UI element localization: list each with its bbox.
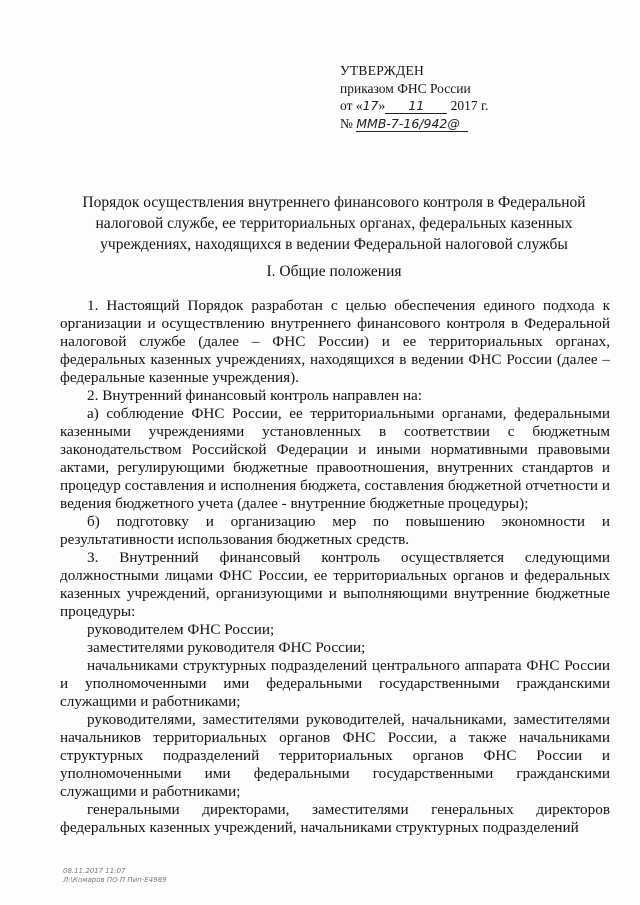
section-heading: I. Общие положения (266, 263, 402, 280)
print-footer (63, 867, 167, 885)
number-field (356, 117, 468, 132)
date-year: 2017 г. (450, 98, 489, 113)
paragraph-2: 2. Внутренний финансовый контроль направлен на: (87, 387, 422, 404)
footer-path: Л:\Комаров ПО П Пип-Е4989 (63, 876, 167, 884)
date-month-handwritten: 11 (408, 98, 425, 113)
document-title: Порядок осуществления внутреннего финансового контроля в Федеральной налоговой службе, ее территориальных органах, федеральных казенных учреждениях, находящихся в ведении Федеральной налоговой службы (82, 194, 586, 253)
list-item-territorial-heads: руководителями, заместителями руководителей, начальниками, заместителями начальников территориальных органов ФНС России, а также начальниками структурных подразделений территориальных органов ФНС России и уполномоченными ими федеральными государственными гражданскими служащими и работниками; (60, 711, 610, 800)
number-handwritten: ММВ-7-16/942@ (356, 115, 460, 131)
paragraph-3: 3. Внутренний финансовый контроль осуществляется следующими должностными лицами ФНС России, ее территориальных органов и федеральных казенных учреждений, организующими и выполняющими внутренние бюджетные процедуры: (60, 549, 610, 620)
paragraph-2a: а) соблюдение ФНС России, ее территориальными органами, федеральными казенными учреждениями установленных в соответствии с бюджетным законодательством Российской Федерации и иными нормативными правовыми актами, регулирующими бюджетные правоотношения, внутренних стандартов и процедур составления и исполнения бюджета, составления бюджетной отчетности и ведения бюджетного учета (далее - внутренние бюджетные процедуры); (60, 405, 610, 512)
approval-number-line (340, 115, 540, 133)
approval-date-line (340, 97, 540, 115)
list-item-deputies: заместителями руководителя ФНС России; (87, 639, 366, 656)
list-item-head: руководителем ФНС России; (87, 621, 275, 638)
date-day-handwritten: 17 (362, 98, 379, 113)
number-prefix: № (340, 115, 353, 131)
paragraph-2b: б) подготовку и организацию мер по повышению экономности и результативности использования бюджетных средств. (60, 513, 610, 548)
date-prefix: от « (340, 98, 363, 113)
date-mid: » (378, 98, 386, 113)
approval-heading: УТВЕРЖДЕН (340, 63, 425, 78)
paragraph-1: 1. Настоящий Порядок разработан с целью обеспечения единого подхода к организации и осуществлению внутреннего финансового контроля в Федеральной налоговой службе (далее – ФНС России) и ее территориальных органах, федеральных казенных учреждениях, находящихся в ведении ФНС России (далее – федеральные казенные учреждения). (60, 297, 610, 386)
list-item-central-heads: начальниками структурных подразделений центрального аппарата ФНС России и уполномоченными ими федеральными государственными гражданскими служащими и работниками; (60, 657, 610, 710)
date-month-field (385, 99, 447, 114)
list-item-general-directors: генеральными директорами, заместителями генеральных директоров федеральных казенных учреждений, начальниками структурных подразделений (60, 801, 610, 836)
document-body (60, 297, 610, 837)
approval-order-line: приказом ФНС России (340, 80, 471, 96)
footer-timestamp: 08.11.2017 11:07 (63, 867, 126, 875)
approval-stamp (340, 62, 540, 132)
